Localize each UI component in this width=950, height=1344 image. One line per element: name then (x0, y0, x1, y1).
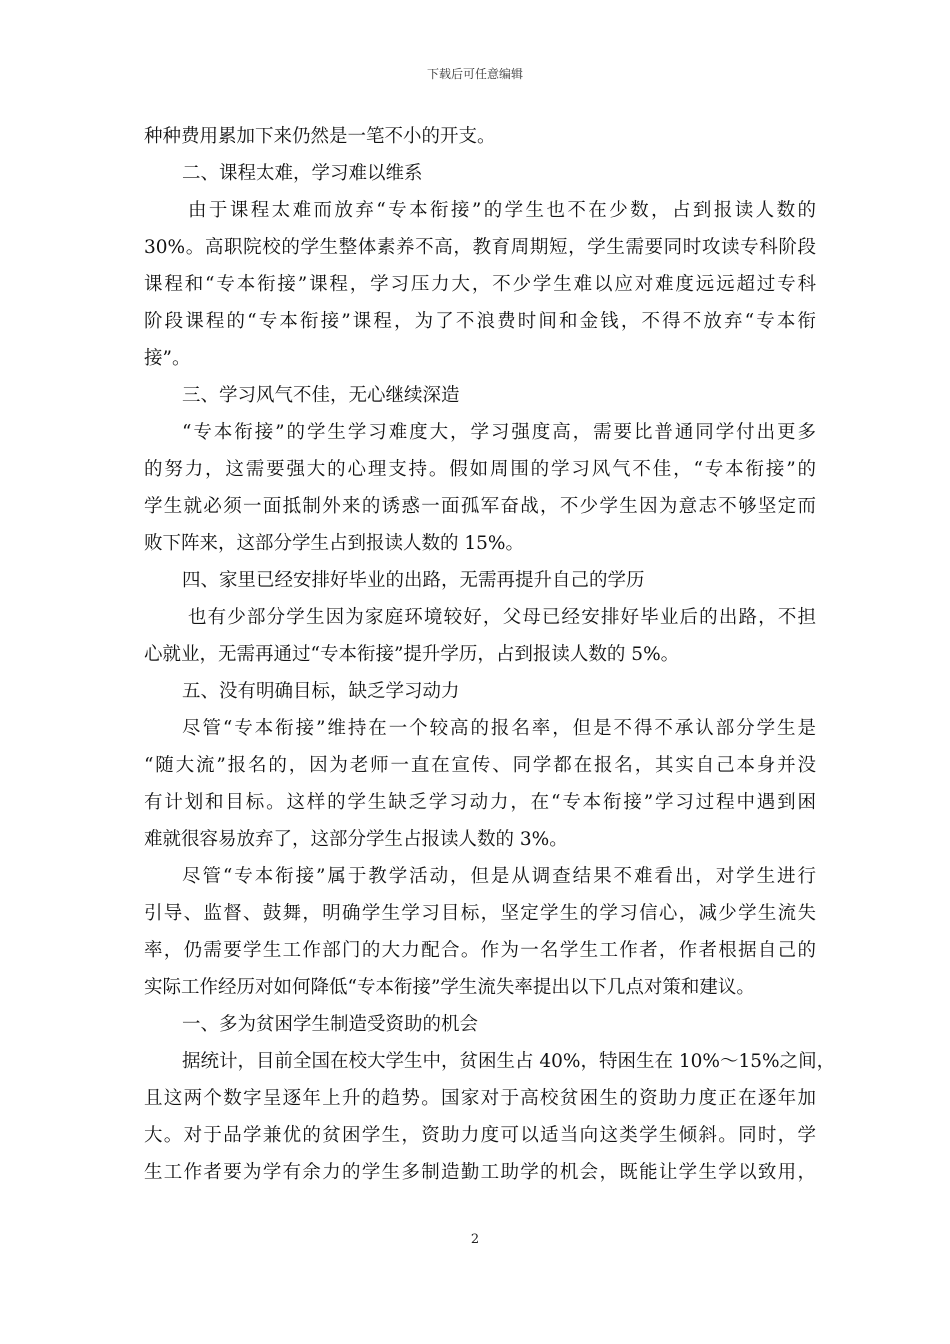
text-line: 种种费用累加下来仍然是一笔不小的开支。 (144, 126, 496, 147)
text-line: 心就业，无需再通过“专本衔接”提升学历，占到报读人数的 5%。 (144, 644, 680, 665)
text-line: 引导、监督、鼓舞，明确学生学习目标，坚定学生的学习信心，减少学生流失 (144, 903, 816, 924)
text-line: 尽管“专本衔接”属于教学活动，但是从调查结果不难看出，对学生进行 (182, 866, 816, 887)
text-line: 阶段课程的“专本衔接”课程，为了不浪费时间和金钱，不得不放弃“专本衔 (144, 311, 816, 332)
text-line: 实际工作经历对如何降低“专本衔接”学生流失率提出以下几点对策和建议。 (144, 977, 755, 998)
text-line: 四、家里已经安排好毕业的出路，无需再提升自己的学历 (182, 570, 645, 591)
text-line: 30%。高职院校的学生整体素养不高，教育周期短，学生需要同时攻读专科阶段 (144, 237, 816, 258)
text-line: 学生就必须一面抵制外来的诱惑一面孤军奋战，不少学生因为意志不够坚定而 (144, 496, 816, 517)
text-line: 率，仍需要学生工作部门的大力配合。作为一名学生工作者，作者根据自己的 (144, 940, 816, 961)
text-line: 课程和“专本衔接”课程，学习压力大，不少学生难以应对难度远远超过专科 (144, 274, 816, 295)
page-number: 2 (470, 1232, 480, 1247)
text-line: 大。对于品学兼优的贫困学生，资助力度可以适当向这类学生倾斜。同时，学 (144, 1125, 816, 1146)
text-line: 尽管“专本衔接”维持在一个较高的报名率，但是不得不承认部分学生是 (182, 718, 816, 739)
page-header: 下载后可任意编辑 (426, 67, 523, 81)
text-line: 有计划和目标。这样的学生缺乏学习动力，在“专本衔接”学习过程中遇到困 (144, 792, 816, 813)
text-line: 且这两个数字呈逐年上升的趋势。国家对于高校贫困生的资助力度正在逐年加 (144, 1088, 816, 1109)
text-line: “专本衔接”的学生学习难度大，学习强度高，需要比普通同学付出更多 (182, 422, 816, 443)
text-line: 也有少部分学生因为家庭环境较好，父母已经安排好毕业后的出路，不担 (188, 607, 816, 628)
text-line: 难就很容易放弃了，这部分学生占报读人数的 3%。 (144, 829, 568, 850)
text-line: 三、学习风气不佳，无心继续深造 (182, 385, 460, 406)
document-body (144, 118, 836, 1191)
text-line: “随大流”报名的，因为老师一直在宣传、同学都在报名，其实自己本身并没 (144, 755, 816, 776)
text-line: 一、多为贫困学生制造受资助的机会 (182, 1014, 479, 1035)
text-line: 据统计，目前全国在校大学生中，贫困生占 40%，特困生在 10%～15%之间， (182, 1051, 836, 1072)
text-line: 由于课程太难而放弃“专本衔接”的学生也不在少数，占到报读人数的 (188, 200, 816, 221)
text-line: 二、课程太难，学习难以维系 (182, 163, 423, 184)
text-line: 接”。 (144, 348, 191, 369)
text-line: 的努力，这需要强大的心理支持。假如周围的学习风气不佳，“专本衔接”的 (144, 459, 816, 480)
text-line: 五、没有明确目标，缺乏学习动力 (182, 681, 460, 702)
text-line: 败下阵来，这部分学生占到报读人数的 15%。 (144, 533, 525, 554)
text-line: 生工作者要为学有余力的学生多制造勤工助学的机会，既能让学生学以致用， (144, 1162, 816, 1183)
